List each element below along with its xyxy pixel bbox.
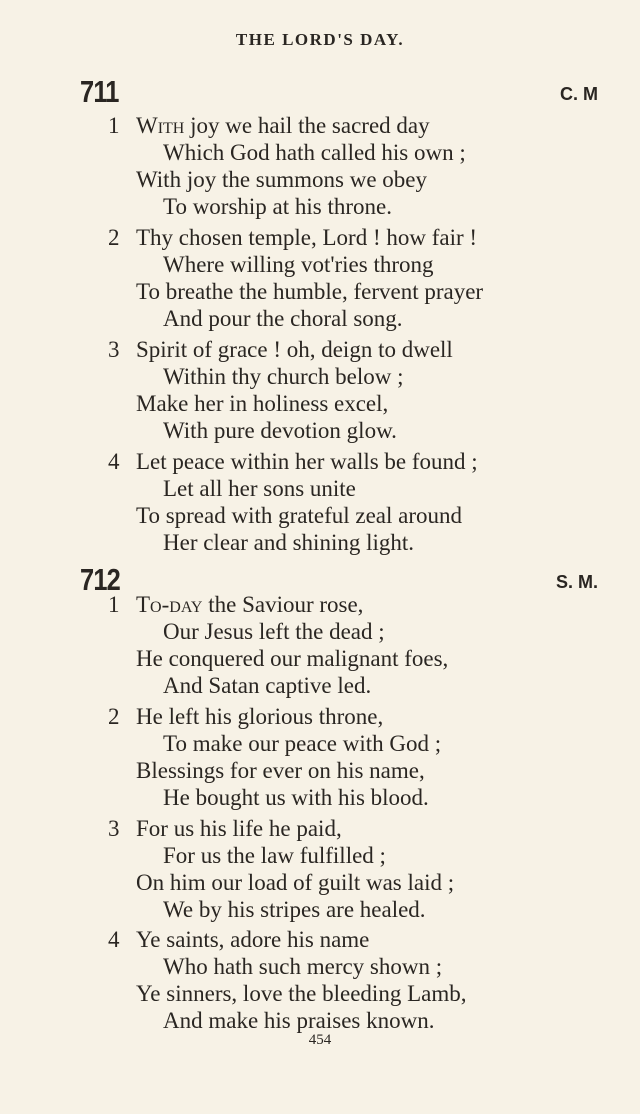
verse-line: Let all her sons unite — [163, 476, 356, 501]
stanza-number: 2 — [108, 225, 120, 250]
stanza-number: 2 — [108, 704, 120, 729]
stanza-number: 1 — [108, 592, 120, 617]
verse-line: Within thy church below ; — [163, 364, 404, 389]
verse-line: To spread with grateful zeal around — [136, 503, 463, 528]
verse-line: To make our peace with God ; — [163, 731, 442, 756]
verse-line: He conquered our malignant foes, — [136, 646, 449, 671]
verse-line: Make her in holiness excel, — [136, 391, 389, 416]
verse-line: For us the law fulfilled ; — [163, 843, 386, 868]
verse-line: Thy chosen temple, Lord ! how fair ! — [136, 225, 478, 250]
running-head: THE LORD'S DAY. — [235, 30, 405, 49]
verse-line: Ye sinners, love the bleeding Lamb, — [136, 981, 467, 1006]
page-number: 454 — [308, 1032, 332, 1048]
hymn-711-header — [0, 74, 640, 114]
verse-line: Let peace within her walls be found ; — [136, 449, 478, 474]
stanza-number: 3 — [108, 816, 120, 841]
verse-line: We by his stripes are healed. — [163, 897, 426, 922]
verse-line: Her clear and shining light. — [163, 530, 415, 555]
verse-line: He left his glorious throne, — [136, 704, 384, 729]
verse-line: And make his praises known. — [163, 1008, 435, 1033]
stanza-number: 1 — [108, 113, 120, 138]
verse-line: And pour the choral song. — [163, 306, 403, 331]
verse-line — [136, 591, 363, 618]
verse-first-word: With — [136, 113, 185, 138]
verse-line: Which God hath called his own ; — [163, 140, 466, 165]
verse-line: With joy the summons we obey — [136, 167, 428, 192]
verse-line: Blessings for ever on his name, — [136, 758, 425, 783]
verse-line: Ye saints, adore his name — [136, 927, 370, 952]
hymn-number: 712 — [80, 562, 120, 597]
stanza-number: 4 — [108, 449, 120, 474]
verse-line: On him our load of guilt was laid ; — [136, 870, 455, 895]
verse-first-word: To-day — [136, 592, 203, 617]
verse-line — [136, 112, 430, 139]
hymn-meter: C. M — [560, 84, 598, 104]
hymn-meter: S. M. — [555, 572, 598, 592]
verse-line: To worship at his throne. — [163, 194, 393, 219]
verse-line: Our Jesus left the dead ; — [163, 619, 385, 644]
verse-line: Who hath such mercy shown ; — [163, 954, 443, 979]
verse-line: And Satan captive led. — [163, 673, 372, 698]
verse-line: For us his life he paid, — [136, 816, 342, 841]
verse-line: With pure devotion glow. — [163, 418, 397, 443]
hymn-number: 711 — [80, 74, 119, 109]
verse-line: To breathe the humble, fervent prayer — [136, 279, 484, 304]
verse-line-rest: the Saviour rose, — [202, 592, 364, 617]
verse-line: He bought us with his blood. — [163, 785, 429, 810]
verse-line: Spirit of grace ! oh, deign to dwell — [136, 337, 453, 362]
verse-line-rest: joy we hail the sacred day — [184, 113, 430, 138]
verse-line: Where willing vot'ries throng — [163, 252, 434, 277]
stanza-number: 4 — [108, 927, 120, 952]
stanza-number: 3 — [108, 337, 120, 362]
